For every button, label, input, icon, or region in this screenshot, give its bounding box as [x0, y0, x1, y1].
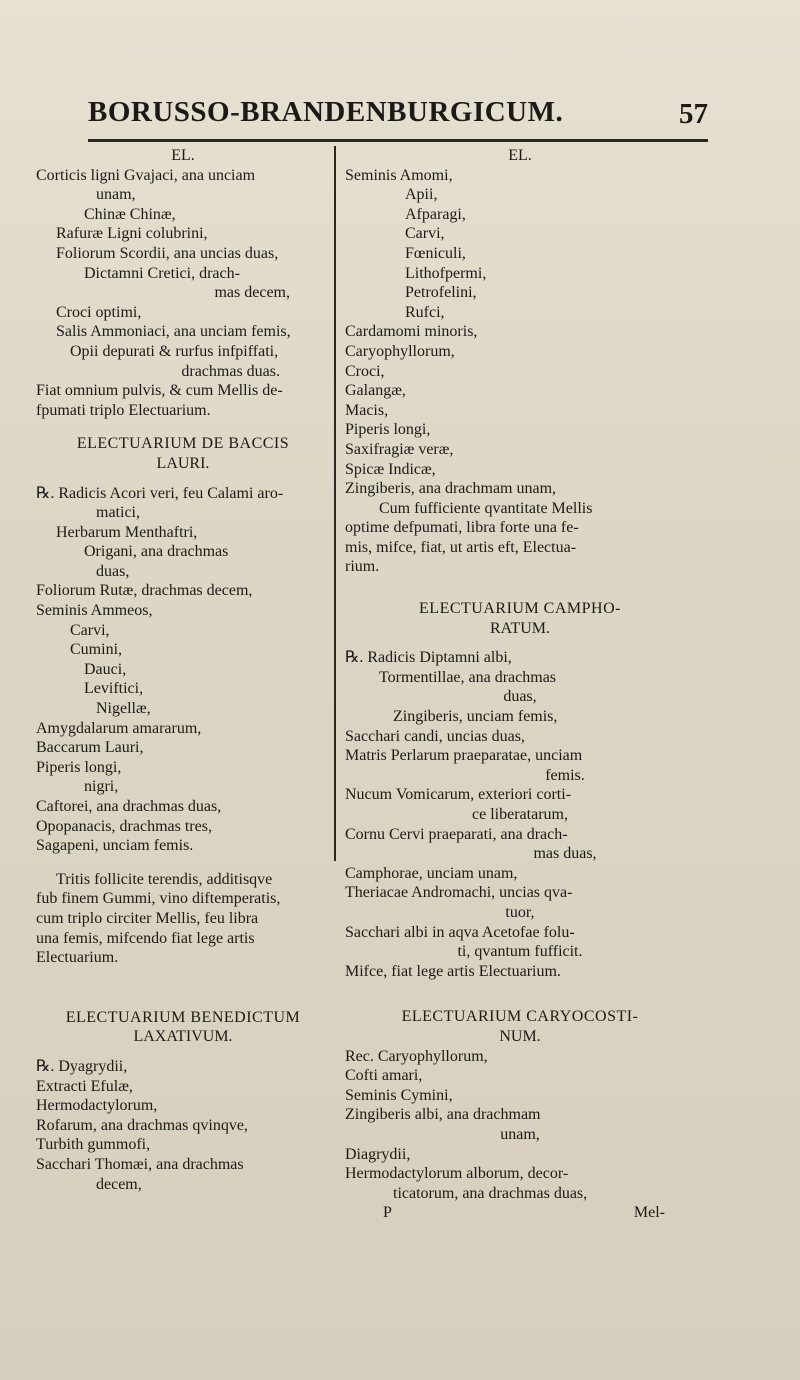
text-line: Salis Ammoniaci, ana unciam femis,: [56, 323, 291, 341]
text-line: unam,: [96, 186, 136, 204]
text-line: Apii,: [405, 186, 438, 204]
text-line: ℞. Dyagrydii,: [36, 1057, 128, 1075]
text-line: drachmas duas.: [181, 362, 280, 380]
text-line: ce liberatarum,: [472, 806, 568, 823]
text-line: duas,: [503, 688, 537, 706]
left-column: [36, 146, 330, 1194]
text-line: Carvi,: [405, 225, 445, 243]
text-line: Petrofelini,: [405, 284, 477, 302]
section-heading: ELECTUARIUM DE BACCIS: [76, 435, 290, 453]
text-line: Matris Perlarum praeparatae, unciam: [345, 747, 583, 765]
text-line: Mifce, fiat lege artis Electuarium.: [345, 962, 561, 980]
text-line: Seminis Ammeos,: [36, 602, 153, 620]
text-line: decem,: [96, 1175, 142, 1193]
text-line: matici,: [96, 504, 140, 522]
section-heading: RATUM.: [489, 619, 550, 637]
text-line: mis, mifce, fiat, ut artis eft, Electua-: [345, 538, 577, 556]
text-line: optime defpumati, libra forte una fe-: [345, 519, 579, 537]
column-heading: EL.: [508, 147, 532, 164]
text-line: cum triplo circiter Mellis, feu libra: [36, 909, 259, 927]
section-heading: ELECTUARIUM CARYOCOSTI-: [401, 1008, 639, 1026]
text-line: Carvi,: [70, 621, 110, 639]
text-line: nigri,: [84, 778, 119, 796]
header-rule: [88, 139, 708, 142]
text-line: Opopanacis, drachmas tres,: [36, 817, 212, 835]
text-line: unam,: [500, 1125, 540, 1143]
text-line: Extracti Efulæ,: [36, 1077, 133, 1095]
text-line: Cumini,: [70, 641, 123, 659]
text-line: Cum fufficiente qvantitate Mellis: [379, 499, 593, 517]
text-line: fub finem Gummi, vino diftemperatis,: [36, 890, 281, 908]
page-header: [88, 96, 708, 138]
text-line: mas duas,: [533, 845, 597, 863]
section-heading: ELECTUARIUM BENEDICTUM: [65, 1008, 301, 1026]
text-line: Macis,: [345, 401, 389, 419]
text-line: ticatorum, ana drachmas duas,: [393, 1184, 588, 1202]
text-line: Afparagi,: [405, 205, 466, 223]
text-line: Origani, ana drachmas: [84, 543, 229, 561]
text-line: Cornu Cervi praeparati, ana drach-: [345, 825, 568, 843]
text-line: Saxifragiæ veræ,: [345, 440, 454, 458]
text-line: Foliorum Rutæ, drachmas decem,: [36, 582, 253, 600]
text-line: una femis, mifcendo fiat lege artis: [36, 929, 255, 947]
text-line: Zingiberis, ana drachmam unam,: [345, 480, 557, 498]
right-column: [345, 146, 695, 1223]
text-line: ℞. Radicis Diptamni albi,: [345, 649, 512, 667]
text-line: duas,: [96, 562, 130, 580]
text-line: Nigellæ,: [96, 700, 151, 718]
column-heading: EL.: [171, 147, 195, 164]
section-heading: LAURI.: [156, 454, 210, 472]
text-line: Rufci,: [405, 303, 445, 321]
text-line: Rofarum, ana drachmas qvinqve,: [36, 1116, 248, 1134]
text-line: Herbarum Menthaftri,: [56, 523, 198, 541]
catchword: Mel-: [633, 1204, 665, 1222]
text-line: Camphorae, unciam unam,: [345, 864, 518, 882]
text-line: Sacchari albi in aqva Acetofae folu-: [345, 923, 575, 941]
text-line: Sagapeni, unciam femis.: [36, 837, 194, 855]
text-line: Zingiberis, unciam femis,: [393, 708, 558, 726]
text-line: Electuarium.: [36, 949, 119, 967]
text-line: Tritis follicite terendis, additisqve: [56, 870, 273, 888]
text-line: Opii depurati & rurfus infpiffati,: [70, 342, 279, 360]
text-line: Cardamomi minoris,: [345, 323, 478, 341]
text-line: fpumati triplo Electuarium.: [36, 401, 211, 419]
text-line: Diagrydii,: [345, 1145, 411, 1163]
text-line: tuor,: [505, 903, 535, 921]
text-line: Lithofpermi,: [405, 264, 487, 282]
section-heading: NUM.: [499, 1027, 541, 1045]
text-line: Tormentillae, ana drachmas: [379, 668, 557, 686]
text-line: Theriacae Andromachi, uncias qva-: [345, 884, 573, 902]
text-line: Rec. Caryophyllorum,: [345, 1047, 488, 1065]
text-line: Croci,: [345, 362, 385, 380]
page-number: 57: [679, 98, 708, 130]
text-line: femis.: [545, 766, 585, 784]
text-line: Galangæ,: [345, 382, 406, 400]
text-line: Corticis ligni Gvajaci, ana unciam: [36, 166, 256, 184]
page-footer: [345, 1203, 695, 1223]
text-line: Seminis Cymini,: [345, 1086, 453, 1104]
text-line: Dauci,: [84, 660, 127, 678]
text-line: Seminis Amomi,: [345, 166, 453, 184]
text-line: mas decem,: [214, 284, 290, 302]
text-line: Zingiberis albi, ana drachmam: [345, 1106, 541, 1124]
text-line: Nucum Vomicarum, exteriori corti-: [345, 786, 572, 804]
text-line: Fiat omnium pulvis, & cum Mellis de-: [36, 382, 283, 400]
text-line: Hermodactylorum,: [36, 1097, 158, 1115]
text-line: Leviftici,: [84, 680, 144, 698]
text-line: Hermodactylorum alborum, decor-: [345, 1165, 569, 1183]
text-line: Foliorum Scordii, ana uncias duas,: [56, 244, 279, 262]
text-line: Cofti amari,: [345, 1067, 423, 1085]
text-line: Dictamni Cretici, drach-: [84, 264, 240, 282]
text-line: rium.: [345, 558, 380, 576]
text-line: Fœniculi,: [405, 244, 466, 262]
text-line: Spicæ Indicæ,: [345, 460, 436, 478]
text-line: Chinæ Chinæ,: [84, 205, 176, 223]
text-line: Sacchari candi, uncias duas,: [345, 727, 525, 745]
text-line: Caftorei, ana drachmas duas,: [36, 798, 222, 815]
section-heading: ELECTUARIUM CAMPHO-: [419, 600, 621, 618]
running-head: BORUSSO-BRANDENBURGICUM.: [88, 96, 564, 128]
text-line: Piperis longi,: [36, 758, 122, 776]
column-divider: [334, 146, 336, 861]
text-line: Piperis longi,: [345, 421, 431, 439]
text-line: Amygdalarum amararum,: [36, 719, 202, 737]
text-line: ℞. Radicis Acori veri, feu Calami aro-: [36, 484, 284, 502]
text-line: Sacchari Thomæi, ana drachmas: [36, 1155, 244, 1173]
text-line: Baccarum Lauri,: [36, 739, 144, 757]
signature-mark: P: [383, 1204, 392, 1222]
text-line: Croci optimi,: [56, 303, 142, 321]
text-line: Turbith gummofi,: [36, 1136, 151, 1154]
section-heading: LAXATIVUM.: [133, 1028, 233, 1046]
text-line: ti, qvantum fufficit.: [457, 943, 583, 961]
text-line: Caryophyllorum,: [345, 342, 455, 360]
text-line: Rafuræ Ligni colubrini,: [56, 225, 208, 243]
